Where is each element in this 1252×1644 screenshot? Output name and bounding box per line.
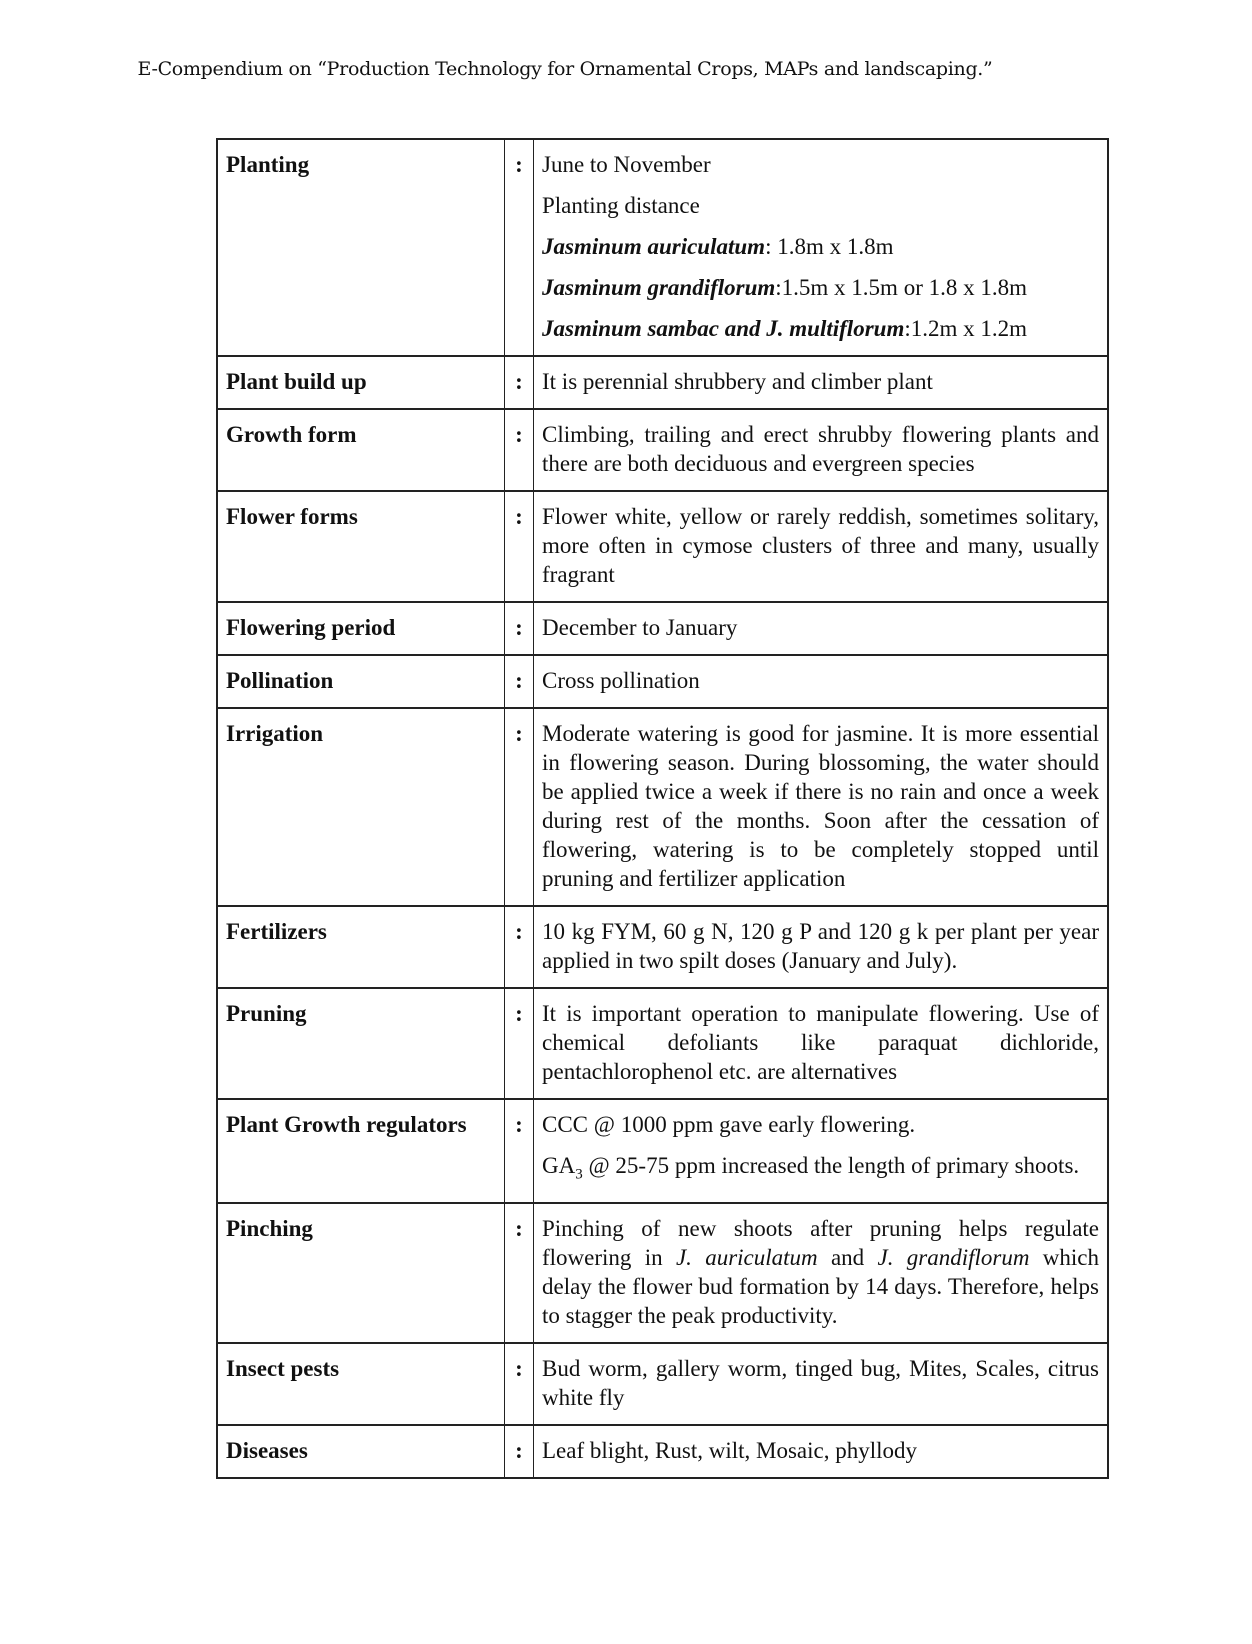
table-row-flower-forms xyxy=(217,491,1108,602)
row-label: Plant build up xyxy=(217,356,505,409)
row-separator: : xyxy=(505,1425,534,1478)
row-label: Diseases xyxy=(217,1425,505,1478)
species-auriculatum: J. auriculatum xyxy=(675,1244,818,1270)
table-row-plant-build-up xyxy=(217,356,1108,409)
row-separator: : xyxy=(505,491,534,602)
row-value: 10 kg FYM, 60 g N, 120 g P and 120 g k per plant per year applied in two spilt doses (January and July). xyxy=(534,906,1109,988)
table-row-planting xyxy=(217,139,1108,356)
row-separator: : xyxy=(505,409,534,491)
table-row-pruning xyxy=(217,988,1108,1099)
jasmine-info-table xyxy=(216,138,1109,1479)
table-row-pollination xyxy=(217,655,1108,708)
row-separator: : xyxy=(505,906,534,988)
row-label: Plant Growth regulators xyxy=(217,1099,505,1203)
row-separator: : xyxy=(505,708,534,906)
row-label: Pinching xyxy=(217,1203,505,1343)
row-label: Flowering period xyxy=(217,602,505,655)
pgr-ccc: CCC @ 1000 ppm gave early flowering. xyxy=(542,1112,916,1137)
row-separator: : xyxy=(505,1343,534,1425)
planting-distance-grandiflorum xyxy=(542,273,1099,302)
species-name: Jasminum grandiflorum xyxy=(542,275,776,300)
species-name: Jasminum sambac and J. multiflorum xyxy=(542,316,905,341)
row-value: Moderate watering is good for jasmine. It is more essential in flowering season. During blossoming, the water should be applied twice a week if there is no rain and once a week during rest of the months. Soon after the cessation of flowering, watering is to be completely stopped until pruning and fertilizer application xyxy=(534,708,1109,906)
row-value xyxy=(534,1099,1109,1203)
row-separator: : xyxy=(505,655,534,708)
row-label: Pruning xyxy=(217,988,505,1099)
ga-subscript: 3 xyxy=(575,1166,583,1183)
row-label: Irrigation xyxy=(217,708,505,906)
table-row-irrigation xyxy=(217,708,1108,906)
table-row-diseases xyxy=(217,1425,1108,1478)
document-header: E-Compendium on “Production Technology for Ornamental Crops, MAPs and landscaping.” xyxy=(137,58,993,80)
row-value: Bud worm, gallery worm, tinged bug, Mites, Scales, citrus white fly xyxy=(534,1343,1109,1425)
species-grandiflorum: J. grandiflorum xyxy=(877,1244,1030,1270)
ga-prefix: GA xyxy=(542,1153,576,1178)
row-value xyxy=(534,1203,1109,1343)
ga-text: @ 25-75 ppm increased the length of primary shoots. xyxy=(582,1153,1080,1178)
row-separator: : xyxy=(505,1099,534,1203)
row-label: Flower forms xyxy=(217,491,505,602)
row-label: Planting xyxy=(217,139,505,356)
table-row-pinching xyxy=(217,1203,1108,1343)
planting-distance-auriculatum xyxy=(542,232,1099,261)
planting-season: June to November xyxy=(542,152,711,177)
row-separator: : xyxy=(505,356,534,409)
pinching-text-3: which delay the flower bud formation by 14 days. Therefore, helps to stagger the peak productivity. xyxy=(542,1244,1099,1328)
row-value: Flower white, yellow or rarely reddish, sometimes solitary, more often in cymose clusters of three and many, usually fragrant xyxy=(534,491,1109,602)
row-value: Cross pollination xyxy=(534,655,1109,708)
row-label: Fertilizers xyxy=(217,906,505,988)
row-value: Climbing, trailing and erect shrubby flowering plants and there are both deciduous and evergreen species xyxy=(534,409,1109,491)
row-separator: : xyxy=(505,139,534,356)
table-row-plant-growth-regulators xyxy=(217,1099,1108,1203)
distance-value: : 1.8m x 1.8m xyxy=(765,234,894,259)
row-value: December to January xyxy=(534,602,1109,655)
row-value: It is perennial shrubbery and climber plant xyxy=(534,356,1109,409)
row-separator: : xyxy=(505,1203,534,1343)
pinching-text-1: Pinching of new shoots after pruning helps regulate flowering in xyxy=(542,1215,1099,1270)
planting-distance-heading: Planting distance xyxy=(542,193,700,218)
row-value: Leaf blight, Rust, wilt, Mosaic, phyllody xyxy=(534,1425,1109,1478)
row-label: Insect pests xyxy=(217,1343,505,1425)
table-row-flowering-period xyxy=(217,602,1108,655)
row-label: Growth form xyxy=(217,409,505,491)
table-row-growth-form xyxy=(217,409,1108,491)
row-label: Pollination xyxy=(217,655,505,708)
pgr-ga3 xyxy=(542,1151,1099,1190)
row-separator: : xyxy=(505,988,534,1099)
pinching-text-2: and xyxy=(817,1244,878,1270)
planting-distance-sambac xyxy=(542,314,1099,343)
distance-value: :1.5m x 1.5m or 1.8 x 1.8m xyxy=(775,275,1028,300)
species-name: Jasminum auriculatum xyxy=(542,234,766,259)
row-value xyxy=(534,139,1109,356)
row-value: It is important operation to manipulate flowering. Use of chemical defoliants like paraquat dichloride, pentachlorophenol etc. are alternatives xyxy=(534,988,1109,1099)
distance-value: :1.2m x 1.2m xyxy=(904,316,1028,341)
row-separator: : xyxy=(505,602,534,655)
table-row-insect-pests xyxy=(217,1343,1108,1425)
table-row-fertilizers xyxy=(217,906,1108,988)
